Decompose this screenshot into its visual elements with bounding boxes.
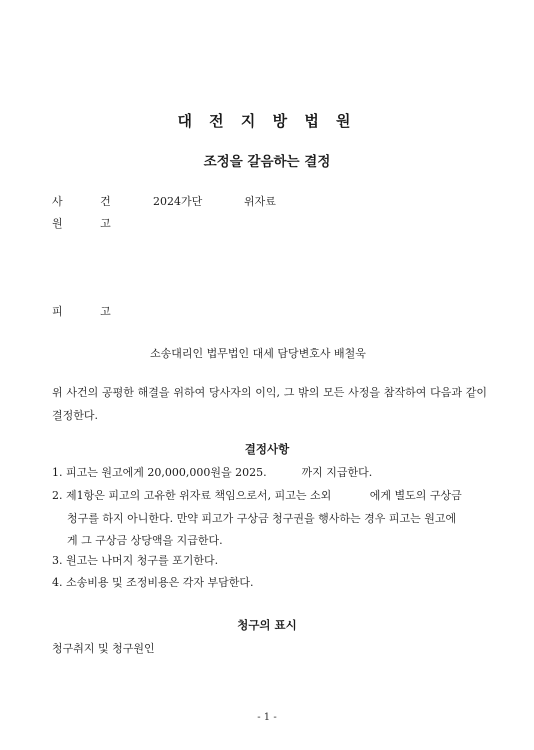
decision-item-1: 1. 피고는 원고에게 20,000,000원을 2025. 까지 지급한다. [52, 466, 373, 479]
defendant-label: 피 고 [52, 305, 111, 318]
court-name: 대 전 지 방 법 원 [177, 112, 357, 130]
page-number: - 1 - [257, 712, 277, 723]
case-label [52, 193, 112, 209]
decision-heading: 결정사항 [244, 442, 290, 456]
decision-item-2-line-2: 청구를 하지 아니한다. 만약 피고가 구상금 청구권을 행사하는 경우 피고는 원고에 [67, 512, 457, 525]
decision-item-2-line-3: 게 그 구상금 상당액을 지급한다. [67, 534, 223, 547]
preamble-paragraph: 위 사건의 공평한 해결을 위하여 당사자의 이익, 그 밖의 모든 사정을 참작하여 다음과 같이 결정한다. [52, 386, 487, 422]
plaintiff-label: 원 고 [52, 217, 111, 230]
decision-item-3: 3. 원고는 나머지 청구를 포기한다. [52, 554, 219, 567]
case-number: 2024가단 [153, 195, 203, 208]
decision-item-2-line-1: 2. 제1항은 피고의 고유한 위자료 책임으로서, 피고는 소외 에게 별도의 구상금 [52, 489, 462, 502]
case-name: 위자료 [244, 195, 276, 208]
claim-subheading: 청구취지 및 청구원인 [52, 642, 155, 655]
claim-heading: 청구의 표시 [237, 618, 297, 632]
decision-item-4: 4. 소송비용 및 조정비용은 각자 부담한다. [52, 576, 254, 589]
attorney-line: 소송대리인 법무법인 대세 담당변호사 배철욱 [150, 347, 366, 360]
document-title: 조정을 갈음하는 결정 [203, 154, 331, 170]
case-label-text: 사 건 [52, 195, 111, 208]
